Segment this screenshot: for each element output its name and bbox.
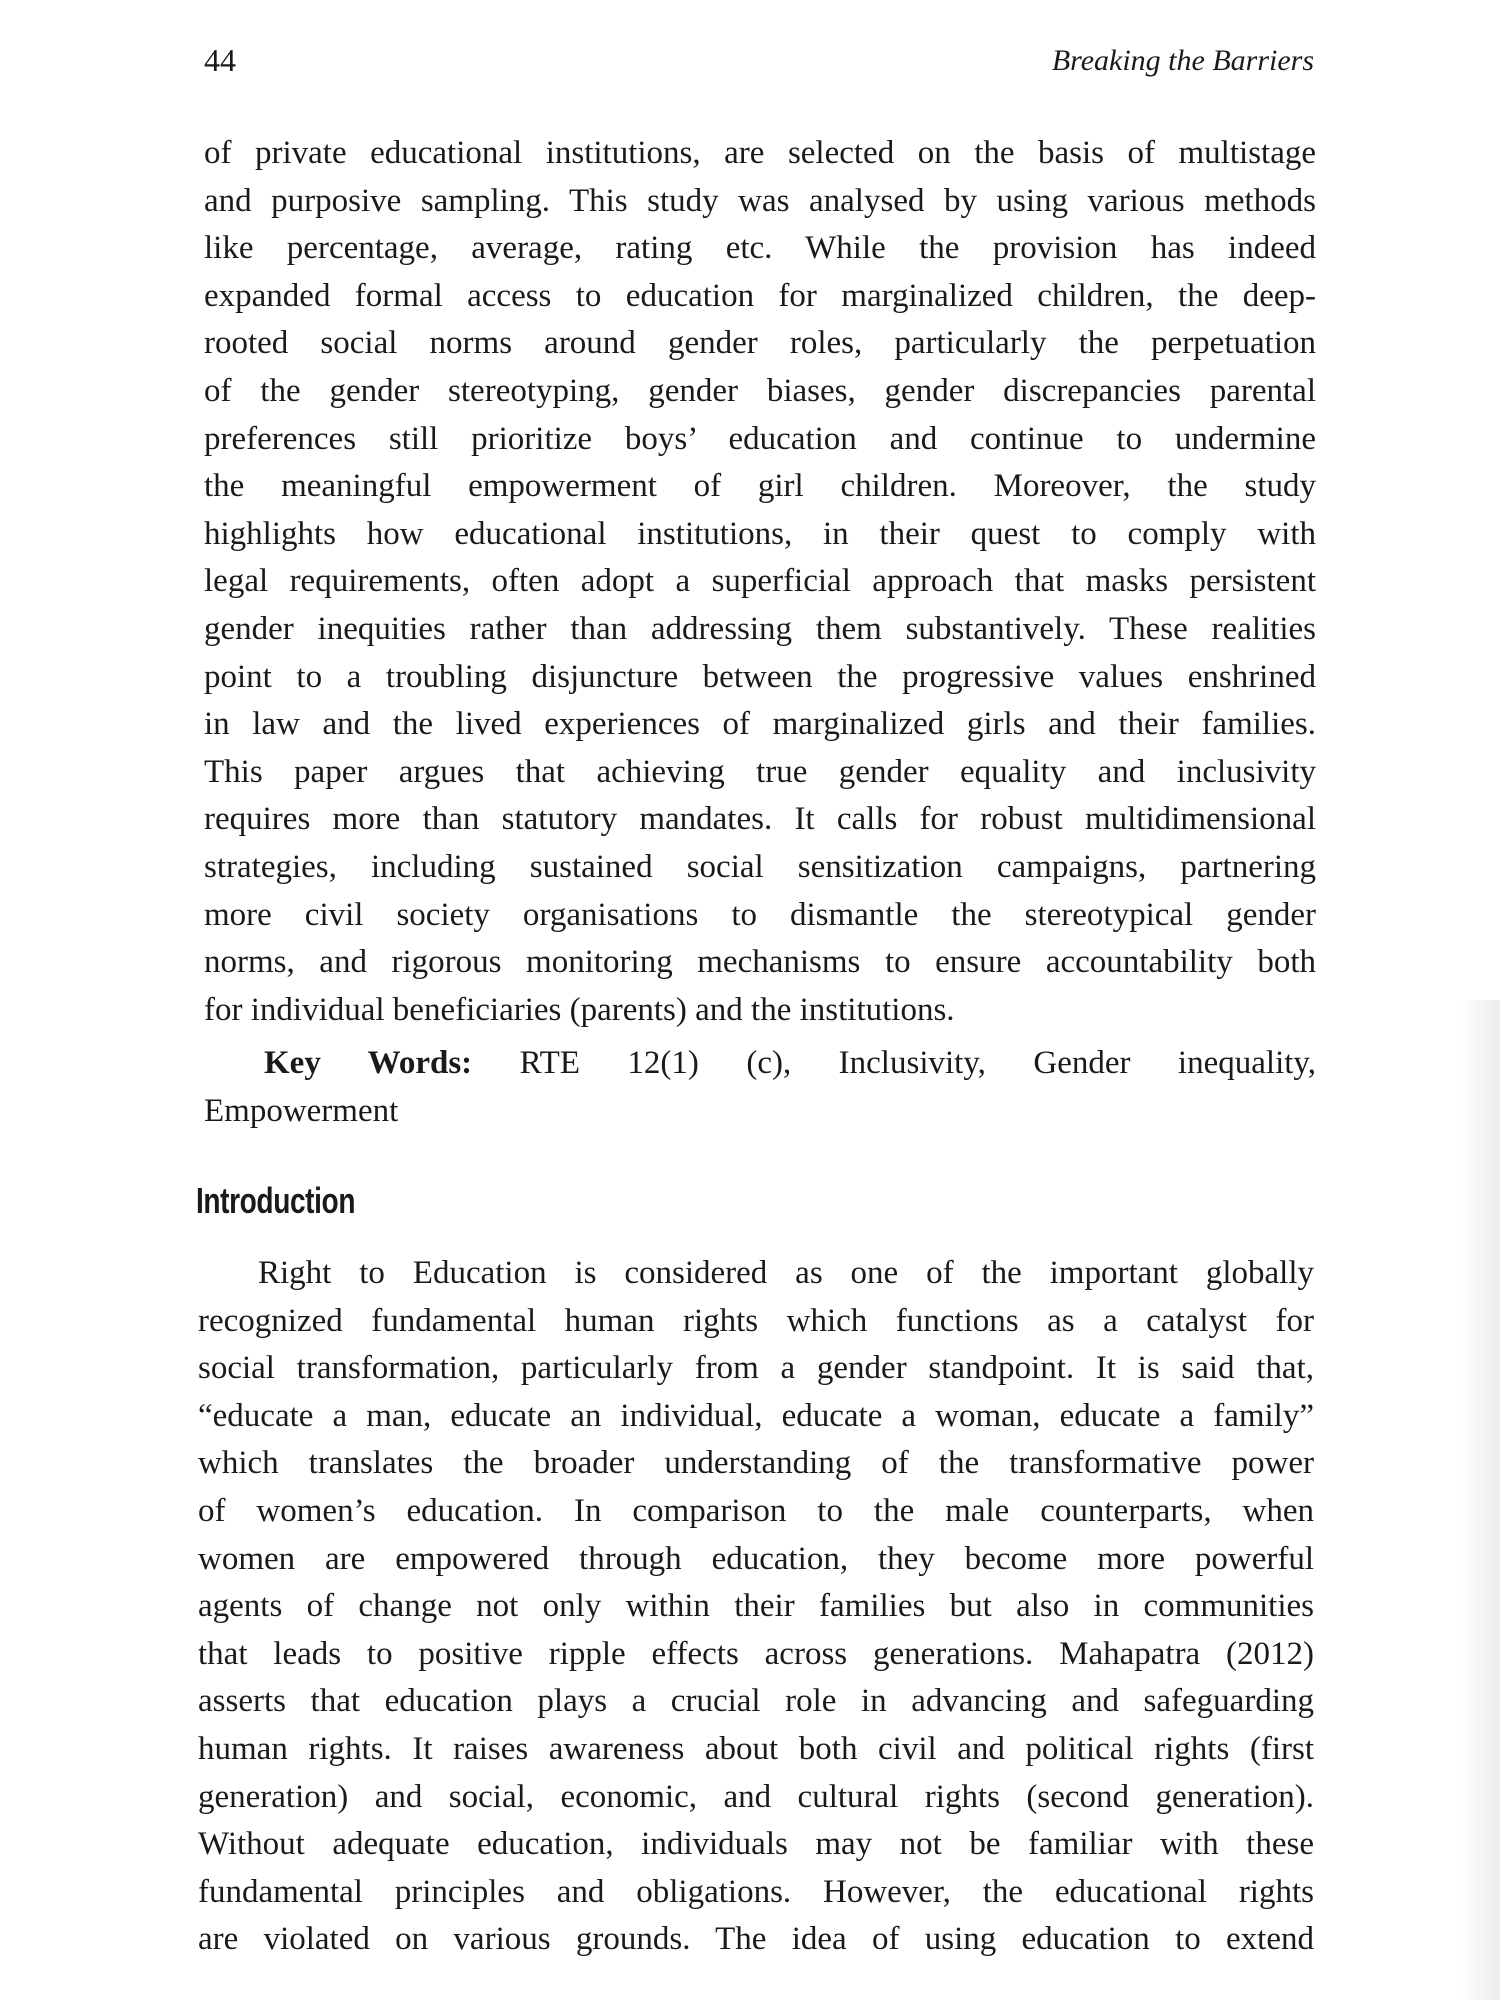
text-line: the meaningful empowerment of girl children. Moreover, the study — [204, 468, 1316, 505]
text-line: in law and the lived experiences of marginalized girls and their families. — [204, 706, 1316, 743]
abstract-paragraph — [204, 130, 1316, 1034]
text-line: Right to Education is considered as one of the important globally — [258, 1255, 1314, 1291]
introduction-paragraph — [198, 1250, 1314, 1964]
text-line: point to a troubling disjuncture between the progressive values enshrined — [204, 658, 1316, 695]
text-line: are violated on various grounds. The idea of using education to extend — [198, 1921, 1314, 1958]
text-line: of women’s education. In comparison to the male counterparts, when — [198, 1492, 1314, 1529]
text-line: human rights. It raises awareness about both civil and political rights (first — [198, 1730, 1314, 1767]
text-line: recognized fundamental human rights which functions as a catalyst for — [198, 1302, 1314, 1339]
keywords-list: RTE 12(1) (c), Inclusivity, Gender inequality, — [519, 1045, 1316, 1081]
text-line: This paper argues that achieving true gender equality and inclusivity — [204, 753, 1316, 790]
text-line: legal requirements, often adopt a superficial approach that masks persistent — [204, 563, 1316, 600]
text-line: highlights how educational institutions, in their quest to comply with — [204, 515, 1316, 552]
text-line: women are empowered through education, they become more powerful — [198, 1540, 1314, 1577]
page-number: 44 — [204, 42, 236, 78]
keywords-line-2: Empowerment — [204, 1092, 399, 1129]
text-line: of private educational institutions, are selected on the basis of multistage — [204, 135, 1316, 171]
text-line: that leads to positive ripple effects across generations. Mahapatra (2012) — [198, 1635, 1314, 1672]
text-line: generation) and social, economic, and cultural rights (second generation). — [198, 1778, 1314, 1815]
keywords-paragraph — [204, 1040, 1316, 1135]
text-line: asserts that education plays a crucial role in advancing and safeguarding — [198, 1683, 1314, 1720]
text-line: expanded formal access to education for marginalized children, the deep- — [204, 277, 1316, 314]
text-line: agents of change not only within their families but also in communities — [198, 1588, 1314, 1625]
text-line: more civil society organisations to dismantle the stereotypical gender — [204, 896, 1316, 933]
text-line: Without adequate education, individuals may not be familiar with these — [198, 1826, 1314, 1863]
text-line: which translates the broader understanding of the transformative power — [198, 1445, 1314, 1482]
text-line: and purposive sampling. This study was analysed by using various methods — [204, 182, 1316, 219]
text-line: social transformation, particularly from a gender standpoint. It is said that, — [198, 1350, 1314, 1387]
text-line: preferences still prioritize boys’ education and continue to undermine — [204, 420, 1316, 457]
keywords-label: Key Words: — [264, 1045, 473, 1081]
text-line: rooted social norms around gender roles, particularly the perpetuation — [204, 325, 1316, 362]
text-line: for individual beneficiaries (parents) and the institutions. — [204, 991, 955, 1028]
text-line: strategies, including sustained social sensitization campaigns, partnering — [204, 848, 1316, 885]
section-heading: Introduction — [196, 1180, 356, 1221]
text-line: fundamental principles and obligations. However, the educational rights — [198, 1873, 1314, 1910]
page-gutter-shadow — [1460, 1000, 1500, 2000]
text-line: of the gender stereotyping, gender biases, gender discrepancies parental — [204, 372, 1316, 409]
text-line: requires more than statutory mandates. It calls for robust multidimensional — [204, 801, 1316, 838]
text-line: like percentage, average, rating etc. While the provision has indeed — [204, 230, 1316, 267]
text-line: “educate a man, educate an individual, educate a woman, educate a family” — [198, 1397, 1314, 1434]
keywords-line — [204, 1040, 1316, 1088]
text-line: gender inequities rather than addressing them substantively. These realities — [204, 610, 1316, 647]
text-line: norms, and rigorous monitoring mechanisms to ensure accountability both — [204, 944, 1316, 981]
running-header: Breaking the Barriers — [1051, 44, 1314, 77]
